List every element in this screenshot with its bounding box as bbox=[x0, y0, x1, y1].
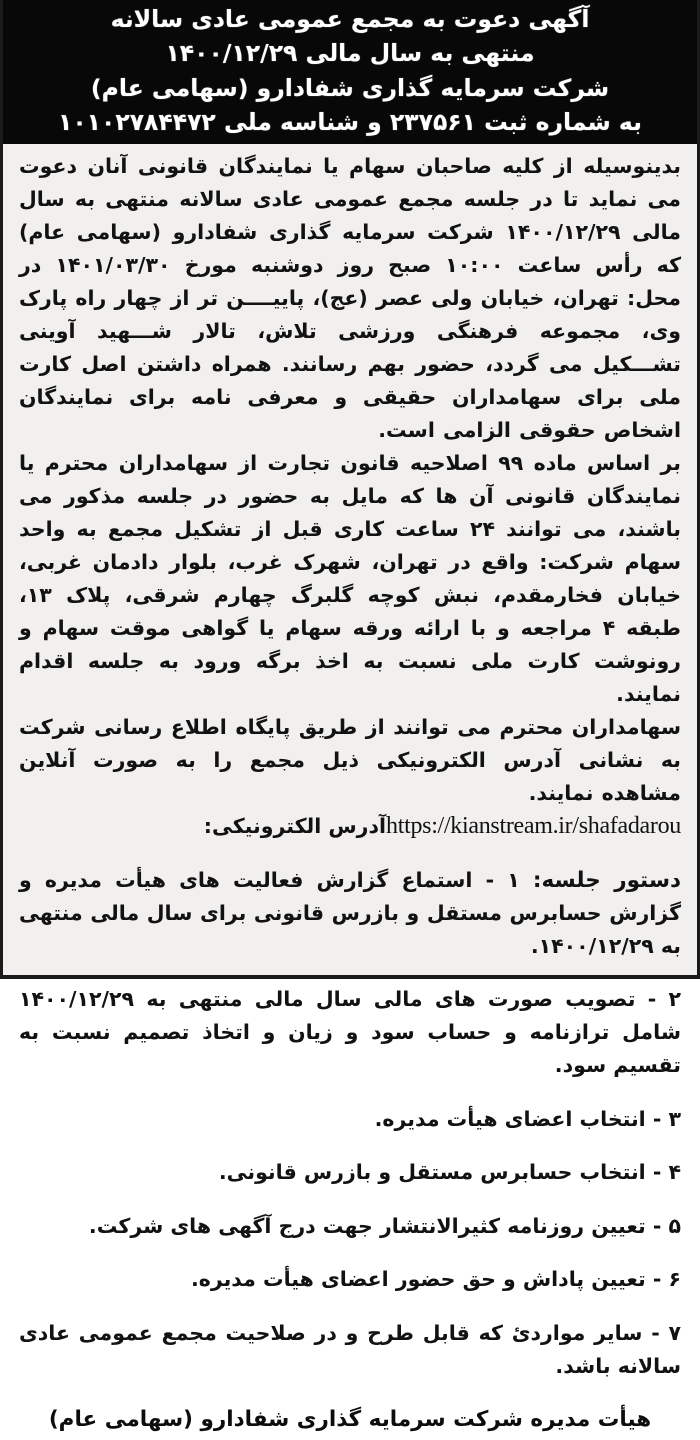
agenda-item-2 bbox=[19, 983, 681, 1082]
paragraph-entry-procedure: بر اساس ماده ۹۹ اصلاحیه قانون تجارت از سهامداران محترم یا نمایندگان قانونی آن ها که مایل به حضور در جلسه مذکور می باشند، می توانند ۲۴ ساعت کاری قبل از تشکیل مجمع به واحد سهام شرکت: واقع در تهران، شهرک غرب، بلوار دادمان غربی، خیابان فخارمقدم، نبش کوچه گلبرگ چهارم شرقی، پلاک ۱۳، طبقه ۴ مراجعه و با ارائه ورقه سهام یا گواهی موقت سهام و رونوشت کارت ملی نسبت به اخذ برگه ورود به جلسه اقدام نمایند. bbox=[19, 451, 681, 706]
notice-body bbox=[3, 144, 697, 1383]
masthead-title: آگهی دعوت به مجمع عمومی عادی سالانه bbox=[110, 4, 590, 33]
agenda-item-1-separator: - bbox=[485, 867, 495, 892]
masthead-fiscal-year: منتهی به سال مالی ۱۴۰۰/۱۲/۲۹ bbox=[165, 39, 535, 68]
agenda-item-2-number: ۲ bbox=[668, 987, 682, 1011]
electronic-address-line bbox=[19, 810, 681, 843]
agenda-item-7-text: سایر مواردئ که قابل طرح و در صلاحیت مجمع عمومی عادی سالانه باشد. bbox=[19, 1320, 681, 1378]
agenda-item-1 bbox=[19, 864, 681, 963]
agenda-item-2-text: تصویب صورت های مالی سال مالی منتهی به ۱۴۰۰/۱۲/۲۹ شامل ترازنامه و حساب سود و زیان و اتخاذ تصمیم نسبت به تقسیم سود. bbox=[19, 987, 681, 1077]
paragraph-online-viewing: سهامداران محترم می توانند از طریق پایگاه اطلاع رسانی شرکت به نشانی آدرس الکترونیکی ذیل مجمع را به صورت آنلاین مشاهده نمایند. bbox=[19, 715, 681, 805]
agenda-item-5-separator: - bbox=[652, 1213, 662, 1238]
electronic-address-url[interactable]: https://kianstream.ir/shafadarou bbox=[386, 813, 681, 839]
signature-line: هیأت مدیره شرکت سرمایه گذاری شفادارو (سهامی عام) bbox=[48, 1407, 652, 1432]
agenda-item-3-separator: - bbox=[652, 1106, 662, 1131]
masthead-company-name: شرکت سرمایه گذاری شفادارو (سهامی عام) bbox=[90, 73, 610, 102]
agenda-item-3 bbox=[19, 1103, 681, 1136]
agenda-item-5-text: تعیین روزنامه کثیرالانتشار جهت درج آگهی های شرکت. bbox=[88, 1213, 646, 1238]
agenda-label: دستور جلسه: bbox=[532, 867, 681, 893]
agenda-item-4-number: ۴ bbox=[668, 1160, 681, 1184]
agenda-item-2-separator: - bbox=[647, 987, 657, 1011]
agenda-item-4 bbox=[19, 1156, 681, 1189]
agenda-item-5 bbox=[19, 1210, 681, 1243]
masthead bbox=[3, 0, 697, 144]
agenda-item-7 bbox=[19, 1317, 681, 1383]
agenda-item-6-number: ۶ bbox=[668, 1267, 681, 1291]
agenda-item-3-text: انتخاب اعضای هیأت مدیره. bbox=[374, 1106, 646, 1131]
agenda-item-7-number: ۷ bbox=[668, 1320, 682, 1345]
agenda-item-1-number: ۱ bbox=[507, 867, 520, 892]
agenda-item-6-separator: - bbox=[652, 1267, 662, 1291]
electronic-address-label: آدرس الکترونیکی: bbox=[203, 814, 387, 838]
agenda-item-6 bbox=[19, 1263, 681, 1296]
masthead-registration: به شماره ثبت ۲۳۷۵۶۱ و شناسه ملی ۱۰۱۰۲۷۸۴۴۷۲ bbox=[58, 107, 642, 136]
agenda-item-4-text: انتخاب حسابرس مستقل و بازرس قانونی. bbox=[218, 1160, 646, 1184]
agenda-item-7-separator: - bbox=[651, 1320, 660, 1345]
paragraph-invitation: بدینوسیله از کلیه صاحبان سهام یا نمایندگان قانونی آنان دعوت می نماید تا در جلسه مجمع عمومی عادی سالانه منتهی به سال مالی ۱۴۰۰/۱۲/۲۹ شرکت سرمایه گذاری شفادارو (سهامی عام) که رأس ساعت ۱۰:۰۰ صبح روز دوشنبه مورخ ۱۴۰۱/۰۳/۳۰ در محل: تهران، خیابان ولی عصر (عج)، پاییــــن تر از چهار راه پارک وی، مجموعه فرهنگی ورزشی تلاش، تالار شـــهید آوینی تشـــکیل می گردد، حضور بهم رسانند. همراه داشتن اصل کارت ملی برای سهامداران حقیقی و معرفی نامه برای نمایندگان اشخاص حقوقی الزامی است. bbox=[19, 154, 681, 442]
agenda-item-5-number: ۵ bbox=[668, 1213, 681, 1238]
agenda-item-6-text: تعیین پاداش و حق حضور اعضای هیأت مدیره. bbox=[190, 1267, 646, 1291]
agenda-item-4-separator: - bbox=[652, 1160, 662, 1184]
agenda-item-1-text: استماع گزارش فعالیت های هیأت مدیره و گزارش حسابرس مستقل و بازرس قانونی برای سال مالی منتهی به ۱۴۰۰/۱۲/۲۹. bbox=[19, 867, 681, 958]
agenda-item-3-number: ۳ bbox=[668, 1106, 681, 1131]
